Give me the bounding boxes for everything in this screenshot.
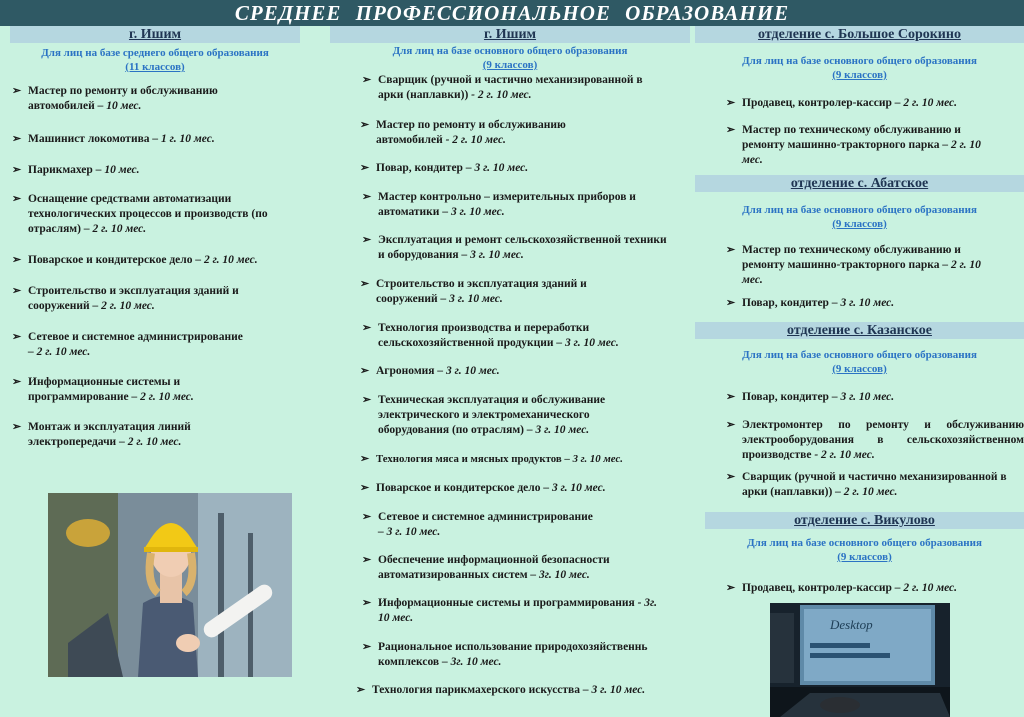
list-item: ➢ Электромонтер по ремонту и обслуживанию электрооборудования в сельскохозяйственном производстве - 2 г. 10 мес. <box>726 419 1024 461</box>
list-item: ➢ Эксплуатация и ремонт сельскохозяйственной техники и оборудования – 3 г. 10 мес. <box>362 234 667 261</box>
section-header: г. Ишим <box>330 26 690 43</box>
list-item: ➢ Продавец, контролер-кассир – 2 г. 10 мес. <box>726 97 958 109</box>
list-item: ➢ Повар, кондитер – 3 г. 10 мес. <box>726 297 895 309</box>
computer-photo <box>770 603 950 717</box>
list-item: ➢ Обеспечение информационной безопасности автоматизированных систем – 3г. 10 мес. <box>362 554 610 581</box>
column-ishim-9 <box>330 26 690 696</box>
list-item: ➢ Информационные системы и программирование – 2 г. 10 мес. <box>12 376 194 403</box>
list-item: ➢ Сетевое и системное администрирование – 2 г. 10 мес. <box>12 331 243 358</box>
basis-text: Для лиц на базе основного общего образования (9 классов) <box>392 45 628 71</box>
basis-text: Для лиц на базе основного общего образования (9 классов) <box>742 349 977 375</box>
basis-text: Для лиц на базе основного общего образования (9 классов) <box>747 537 982 563</box>
branch-bolshoe-sorokino <box>695 26 1024 166</box>
list-item: ➢ Продавец, контролер-кассир – 2 г. 10 мес. <box>726 582 958 594</box>
worker-photo <box>48 493 292 677</box>
branch-abatskoe <box>695 175 1024 309</box>
list-item: ➢ Технология мяса и мясных продуктов – 3 г. 10 мес. <box>360 453 623 465</box>
basis-text: Для лиц на базе основного общего образования (9 классов) <box>742 55 977 81</box>
list-item: ➢ Поварское и кондитерское дело – 3 г. 10 мес. <box>360 482 606 494</box>
list-item: ➢ Мастер по техническому обслуживанию и ремонту машинно-тракторного парка – 2 г. 10 мес. <box>726 244 981 286</box>
section-header: отделение с. Абатское <box>695 175 1024 192</box>
worker-illustration <box>48 493 292 677</box>
list-item: ➢ Повар, кондитер – 3 г. 10 мес. <box>360 162 529 174</box>
list-item: ➢ Информационные системы и программирования - 3г. 10 мес. <box>362 597 658 624</box>
list-item: ➢ Оснащение средствами автоматизации технологических процессов и производств (по отраслям) – 2 г. 10 мес. <box>12 193 268 235</box>
list-item: ➢ Повар, кондитер – 3 г. 10 мес. <box>726 391 895 403</box>
basis-text: Для лиц на базе среднего общего образования (11 классов) <box>41 47 269 73</box>
list-item: ➢ Техническая эксплуатация и обслуживание электрического и электромеханического оборудования (по отраслям) – 3 г. 10 мес. <box>362 394 606 436</box>
list-item: ➢ Мастер по ремонту и обслуживанию автомобилей - 2 г. 10 мес. <box>360 119 566 146</box>
list-item: ➢ Рациональное использование природохозяйственнь комплексов – 3г. 10 мес. <box>362 641 648 668</box>
list-item: ➢ Сетевое и системное администрирование – 3 г. 10 мес. <box>362 511 593 538</box>
section-header: г. Ишим <box>10 26 300 43</box>
basis-text: Для лиц на базе основного общего образования (9 классов) <box>742 204 977 230</box>
section-header: отделение с. Казанское <box>695 322 1024 339</box>
list-item: ➢ Технология производства и переработки сельскохозяйственной продукции – 3 г. 10 мес. <box>362 322 619 349</box>
page-title: СРЕДНЕЕ ПРОФЕССИОНАЛЬНОЕ ОБРАЗОВАНИЕ <box>0 0 1024 26</box>
list-item: ➢ Строительство и эксплуатация зданий и сооружений – 2 г. 10 мес. <box>12 285 239 312</box>
branch-kazanskoe <box>695 322 1024 498</box>
list-item: ➢ Строительство и эксплуатация зданий и сооружений – 3 г. 10 мес. <box>360 278 587 305</box>
list-item: ➢ Технология парикмахерского искусства – 3 г. 10 мес. <box>356 684 646 696</box>
list-item: ➢ Монтаж и эксплуатация линий электропередачи – 2 г. 10 мес. <box>12 421 191 448</box>
list-item: ➢ Агрономия – 3 г. 10 мес. <box>360 365 500 377</box>
list-item: ➢ Мастер контрольно – измерительных приборов и автоматики – 3 г. 10 мес. <box>362 191 636 218</box>
list-item: ➢ Парикмахер – 10 мес. <box>12 164 140 176</box>
list-item: ➢ Поварское и кондитерское дело – 2 г. 10 мес. <box>12 254 258 266</box>
section-header: отделение с. Большое Сорокино <box>695 26 1024 43</box>
monitor-text: Desktop <box>830 617 873 632</box>
branch-vikulovo <box>705 512 1024 594</box>
list-item: ➢ Сварщик (ручной и частично механизированной в арки (наплавки)) – 2 г. 10 мес. <box>726 471 1007 498</box>
computer-illustration <box>770 603 950 717</box>
list-item: ➢ Сварщик (ручной и частично механизированной в арки (наплавки)) - 2 г. 10 мес. <box>362 74 643 101</box>
section-header: отделение с. Викулово <box>705 512 1024 529</box>
column-ishim-11 <box>0 26 310 448</box>
list-item: ➢ Мастер по техническому обслуживанию и ремонту машинно-тракторного парка – 2 г. 10 мес. <box>726 124 981 166</box>
list-item: ➢ Машинист локомотива – 1 г. 10 мес. <box>12 133 215 145</box>
list-item: ➢ Мастер по ремонту и обслуживанию автомобилей – 10 мес. <box>12 85 218 112</box>
